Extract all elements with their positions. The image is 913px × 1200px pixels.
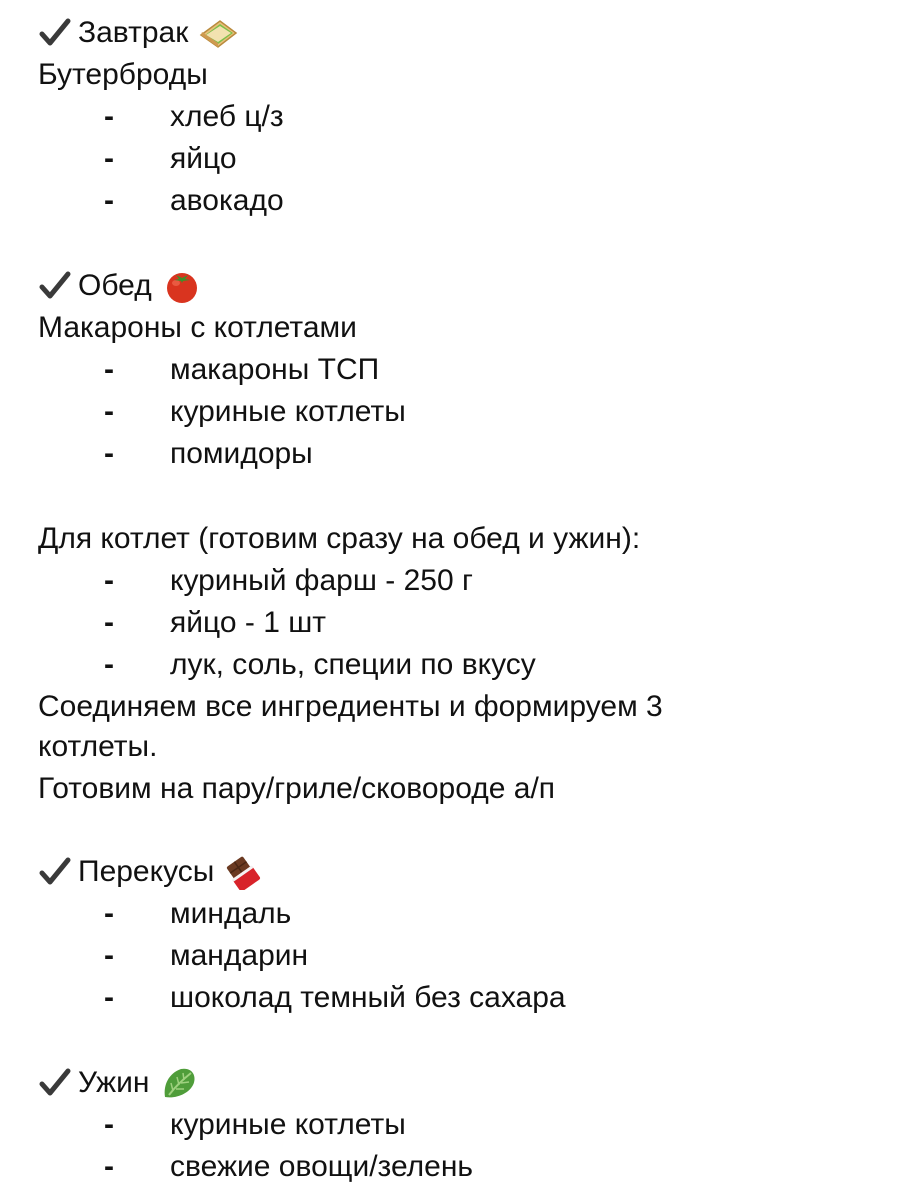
snacks-heading xyxy=(38,851,264,893)
list-item-text: хлеб ц/з xyxy=(170,100,284,133)
leafy-greens-icon xyxy=(159,1065,199,1101)
list-item-text: миндаль xyxy=(170,897,292,930)
cutlets-instruction-line-3: Готовим на пару/гриле/сковороде а/п xyxy=(38,772,556,805)
bullet-dash: - xyxy=(104,648,114,681)
list-item-text: помидоры xyxy=(170,437,313,470)
list-item xyxy=(0,977,913,1019)
check-mark-icon xyxy=(38,271,72,301)
bullet-dash: - xyxy=(104,437,114,470)
bullet-dash: - xyxy=(104,184,114,217)
lunch-subtitle: Макароны с котлетами xyxy=(38,311,357,344)
list-item xyxy=(0,560,913,602)
snacks-heading-text: Перекусы xyxy=(78,855,215,888)
list-item-text: куриный фарш - 250 г xyxy=(170,564,473,597)
list-item xyxy=(0,644,913,686)
bullet-dash: - xyxy=(104,981,114,1014)
bullet-dash: - xyxy=(104,897,114,930)
bullet-dash: - xyxy=(104,1108,114,1141)
list-item xyxy=(0,349,913,391)
check-mark-icon xyxy=(38,857,72,887)
list-item-text: куриные котлеты xyxy=(170,395,406,428)
list-item xyxy=(0,602,913,644)
list-item-text: макароны ТСП xyxy=(170,353,380,386)
bullet-dash: - xyxy=(104,395,114,428)
dinner-heading xyxy=(38,1062,199,1104)
list-item-text: яйцо - 1 шт xyxy=(170,606,327,639)
breakfast-heading xyxy=(38,12,238,54)
bullet-dash: - xyxy=(104,1150,114,1183)
list-item-text: лук, соль, специи по вкусу xyxy=(170,648,536,681)
sandwich-icon xyxy=(198,15,238,51)
cutlets-instruction-line-1: Соединяем все ингредиенты и формируем 3 xyxy=(38,690,663,723)
check-mark-icon xyxy=(38,1068,72,1098)
bullet-dash: - xyxy=(104,564,114,597)
list-item-text: мандарин xyxy=(170,939,309,972)
bullet-dash: - xyxy=(104,606,114,639)
bullet-dash: - xyxy=(104,353,114,386)
bullet-dash: - xyxy=(104,939,114,972)
lunch-heading-text: Обед xyxy=(78,269,152,302)
bullet-dash: - xyxy=(104,142,114,175)
list-item-text: яйцо xyxy=(170,142,237,175)
cutlets-title: Для котлет (готовим сразу на обед и ужин): xyxy=(38,522,641,555)
check-mark-icon xyxy=(38,18,72,48)
list-item-text: шоколад темный без сахара xyxy=(170,981,566,1014)
list-item xyxy=(0,138,913,180)
bullet-dash: - xyxy=(104,100,114,133)
cutlets-instruction-line-2: котлеты. xyxy=(38,730,158,763)
list-item xyxy=(0,893,913,935)
list-item-text: свежие овощи/зелень xyxy=(170,1150,474,1183)
breakfast-subtitle: Бутерброды xyxy=(38,58,208,91)
dinner-heading-text: Ужин xyxy=(78,1066,150,1099)
list-item-text: авокадо xyxy=(170,184,284,217)
list-item xyxy=(0,433,913,475)
list-item xyxy=(0,391,913,433)
list-item xyxy=(0,180,913,222)
list-item xyxy=(0,1146,913,1188)
list-item xyxy=(0,96,913,138)
list-item xyxy=(0,1104,913,1146)
chocolate-bar-icon xyxy=(224,854,264,890)
list-item xyxy=(0,935,913,977)
lunch-heading xyxy=(38,265,202,307)
breakfast-heading-text: Завтрак xyxy=(78,16,189,49)
list-item-text: куриные котлеты xyxy=(170,1108,406,1141)
tomato-icon xyxy=(162,268,202,304)
